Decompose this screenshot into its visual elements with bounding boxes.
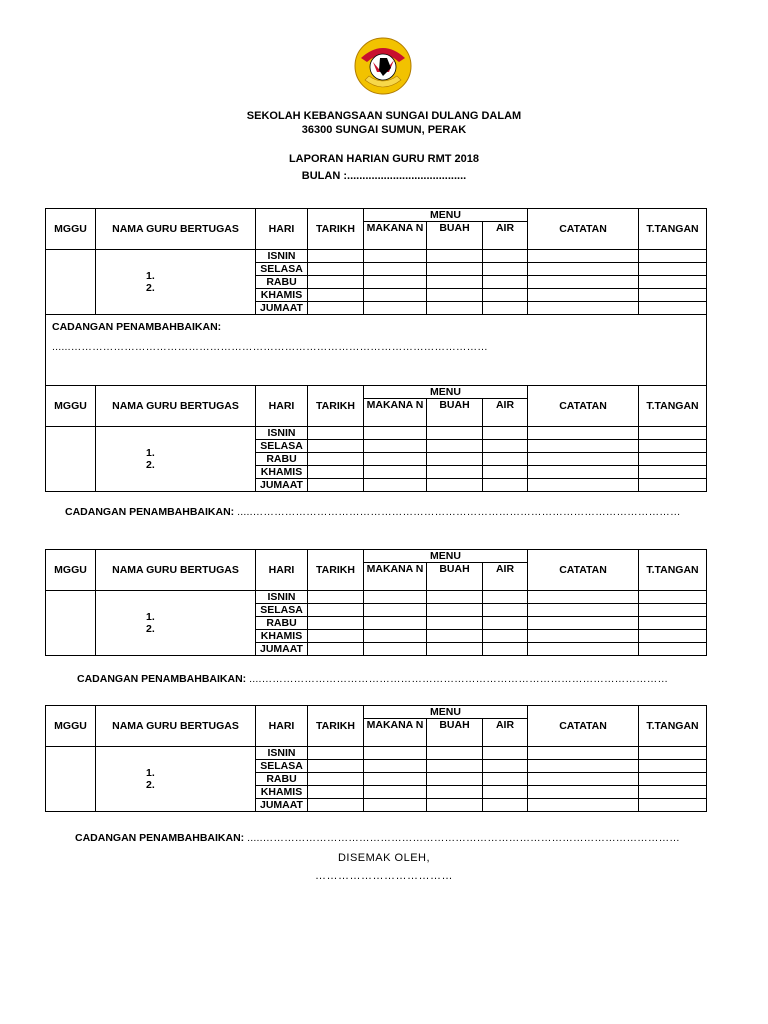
col-tandatangan: T.TANGAN bbox=[639, 386, 707, 427]
col-air: AIR bbox=[483, 399, 528, 427]
col-tandatangan: T.TANGAN bbox=[639, 706, 707, 747]
day-jumaat: JUMAAT bbox=[256, 643, 308, 656]
table-cell[interactable] bbox=[364, 479, 427, 492]
col-buah: BUAH bbox=[427, 563, 483, 591]
signature-line[interactable]: ……………………………… bbox=[315, 870, 453, 882]
weekly-table-1 bbox=[45, 208, 707, 492]
table-cell[interactable] bbox=[639, 263, 707, 276]
table-cell[interactable] bbox=[483, 440, 528, 453]
day-rabu: RABU bbox=[256, 453, 308, 466]
mggu-cell[interactable] bbox=[46, 591, 96, 656]
table-cell[interactable] bbox=[528, 630, 639, 643]
table-cell[interactable] bbox=[483, 799, 528, 812]
table-cell[interactable] bbox=[528, 427, 639, 440]
day-khamis: KHAMIS bbox=[256, 289, 308, 302]
weekly-table-3 bbox=[45, 549, 707, 656]
table-cell[interactable] bbox=[483, 617, 528, 630]
table-cell[interactable] bbox=[639, 760, 707, 773]
table-cell[interactable] bbox=[528, 747, 639, 760]
table-cell[interactable] bbox=[427, 773, 483, 786]
table-cell[interactable] bbox=[308, 263, 364, 276]
table-cell[interactable] bbox=[639, 479, 707, 492]
table-cell[interactable] bbox=[483, 591, 528, 604]
school-crest-logo bbox=[353, 36, 413, 98]
table-cell[interactable] bbox=[427, 479, 483, 492]
teacher-1: 1. bbox=[146, 611, 155, 623]
table-cell[interactable] bbox=[483, 276, 528, 289]
col-air: AIR bbox=[483, 222, 528, 250]
col-makanan: MAKANA N bbox=[364, 563, 427, 591]
col-menu: MENU bbox=[364, 209, 528, 222]
day-isnin: ISNIN bbox=[256, 427, 308, 440]
col-hari: HARI bbox=[256, 209, 308, 250]
table-cell[interactable] bbox=[308, 786, 364, 799]
table-cell[interactable] bbox=[308, 799, 364, 812]
table-cell[interactable] bbox=[308, 453, 364, 466]
table-cell[interactable] bbox=[364, 276, 427, 289]
table-cell[interactable] bbox=[483, 263, 528, 276]
table-cell[interactable] bbox=[427, 786, 483, 799]
cadangan-label: CADANGAN PENAMBAHBAIKAN: bbox=[75, 832, 245, 844]
table-cell[interactable] bbox=[364, 760, 427, 773]
table-cell[interactable] bbox=[639, 643, 707, 656]
table-cell[interactable] bbox=[528, 591, 639, 604]
day-khamis: KHAMIS bbox=[256, 630, 308, 643]
table-cell[interactable] bbox=[639, 747, 707, 760]
table-cell[interactable] bbox=[528, 289, 639, 302]
teacher-list[interactable] bbox=[96, 747, 256, 812]
table-cell[interactable] bbox=[528, 643, 639, 656]
table-cell[interactable] bbox=[528, 799, 639, 812]
table-cell[interactable] bbox=[427, 604, 483, 617]
table-cell[interactable] bbox=[364, 427, 427, 440]
table-cell[interactable] bbox=[308, 276, 364, 289]
table-cell[interactable] bbox=[528, 440, 639, 453]
table-cell[interactable] bbox=[483, 289, 528, 302]
day-khamis: KHAMIS bbox=[256, 786, 308, 799]
table-cell[interactable] bbox=[528, 263, 639, 276]
day-khamis: KHAMIS bbox=[256, 466, 308, 479]
teacher-1: 1. bbox=[146, 767, 155, 779]
table-cell[interactable] bbox=[308, 479, 364, 492]
col-catatan: CATATAN bbox=[528, 550, 639, 591]
teacher-1: 1. bbox=[146, 447, 155, 459]
table-cell[interactable] bbox=[483, 250, 528, 263]
day-isnin: ISNIN bbox=[256, 250, 308, 263]
col-buah: BUAH bbox=[427, 222, 483, 250]
col-tandatangan: T.TANGAN bbox=[639, 209, 707, 250]
col-mggu: MGGU bbox=[46, 386, 96, 427]
table-cell[interactable] bbox=[364, 604, 427, 617]
day-rabu: RABU bbox=[256, 276, 308, 289]
day-selasa: SELASA bbox=[256, 760, 308, 773]
table-cell[interactable] bbox=[639, 440, 707, 453]
table-cell[interactable] bbox=[364, 289, 427, 302]
col-makanan: MAKANA N bbox=[364, 399, 427, 427]
col-mggu: MGGU bbox=[46, 209, 96, 250]
table-cell[interactable] bbox=[639, 250, 707, 263]
checked-by-label: DISEMAK OLEH, bbox=[337, 852, 431, 864]
teacher-2: 2. bbox=[146, 282, 155, 294]
col-mggu: MGGU bbox=[46, 706, 96, 747]
table-cell[interactable] bbox=[427, 302, 483, 315]
table-cell[interactable] bbox=[483, 760, 528, 773]
col-hari: HARI bbox=[256, 706, 308, 747]
table-cell[interactable] bbox=[427, 643, 483, 656]
col-tarikh: TARIKH bbox=[308, 550, 364, 591]
table-cell[interactable] bbox=[427, 440, 483, 453]
teacher-list[interactable] bbox=[96, 427, 256, 492]
table-cell[interactable] bbox=[364, 440, 427, 453]
teacher-2: 2. bbox=[146, 459, 155, 471]
day-isnin: ISNIN bbox=[256, 591, 308, 604]
cadangan-label: CADANGAN PENAMBAHBAIKAN: bbox=[65, 506, 235, 518]
table-cell[interactable] bbox=[483, 466, 528, 479]
col-buah: BUAH bbox=[427, 399, 483, 427]
table-cell[interactable] bbox=[639, 289, 707, 302]
table-cell[interactable] bbox=[308, 440, 364, 453]
table-cell[interactable] bbox=[528, 302, 639, 315]
table-cell[interactable] bbox=[427, 591, 483, 604]
table-cell[interactable] bbox=[639, 466, 707, 479]
table-cell[interactable] bbox=[483, 643, 528, 656]
table-cell[interactable] bbox=[528, 773, 639, 786]
teacher-list[interactable] bbox=[96, 591, 256, 656]
teacher-2: 2. bbox=[146, 779, 155, 791]
col-tarikh: TARIKH bbox=[308, 706, 364, 747]
table-cell[interactable] bbox=[528, 453, 639, 466]
table-cell[interactable] bbox=[639, 773, 707, 786]
cadangan-line-3[interactable] bbox=[77, 673, 668, 685]
table-cell[interactable] bbox=[364, 250, 427, 263]
table-cell[interactable] bbox=[427, 617, 483, 630]
table-cell[interactable] bbox=[639, 427, 707, 440]
table-cell[interactable] bbox=[528, 479, 639, 492]
col-air: AIR bbox=[483, 719, 528, 747]
table-cell[interactable] bbox=[364, 747, 427, 760]
table-cell[interactable] bbox=[364, 773, 427, 786]
col-menu: MENU bbox=[364, 706, 528, 719]
cadangan-dots: ......……………………………………………………………………………………………………… bbox=[52, 341, 489, 353]
table-cell[interactable] bbox=[308, 466, 364, 479]
table-cell[interactable] bbox=[308, 617, 364, 630]
table-cell[interactable] bbox=[308, 760, 364, 773]
table-cell[interactable] bbox=[639, 453, 707, 466]
cadangan-label: CADANGAN PENAMBAHBAIKAN: bbox=[52, 321, 222, 333]
cadangan-box-1[interactable] bbox=[46, 315, 707, 386]
cadangan-dots: ....…………………………………………………………………………………………………… bbox=[249, 673, 669, 685]
table-cell[interactable] bbox=[483, 747, 528, 760]
table-cell[interactable] bbox=[483, 302, 528, 315]
col-hari: HARI bbox=[256, 386, 308, 427]
teacher-2: 2. bbox=[146, 623, 155, 635]
col-nama-guru: NAMA GURU BERTUGAS bbox=[96, 706, 256, 747]
table-cell[interactable] bbox=[364, 263, 427, 276]
table-cell[interactable] bbox=[427, 289, 483, 302]
day-jumaat: JUMAAT bbox=[256, 302, 308, 315]
table-cell[interactable] bbox=[364, 302, 427, 315]
table-cell[interactable] bbox=[639, 591, 707, 604]
cadangan-dots: .....……………………………………………………………………………………………………… bbox=[247, 832, 680, 844]
col-buah: BUAH bbox=[427, 719, 483, 747]
table-cell[interactable] bbox=[308, 773, 364, 786]
table-cell[interactable] bbox=[528, 760, 639, 773]
table-cell[interactable] bbox=[483, 479, 528, 492]
table-cell[interactable] bbox=[427, 453, 483, 466]
mggu-cell[interactable] bbox=[46, 427, 96, 492]
school-name: SEKOLAH KEBANGSAAN SUNGAI DULANG DALAM bbox=[246, 110, 522, 122]
cadangan-line-4[interactable] bbox=[75, 832, 680, 844]
day-selasa: SELASA bbox=[256, 440, 308, 453]
day-selasa: SELASA bbox=[256, 604, 308, 617]
table-cell[interactable] bbox=[483, 773, 528, 786]
col-nama-guru: NAMA GURU BERTUGAS bbox=[96, 386, 256, 427]
table-cell[interactable] bbox=[427, 263, 483, 276]
table-cell[interactable] bbox=[483, 786, 528, 799]
table-cell[interactable] bbox=[427, 799, 483, 812]
day-rabu: RABU bbox=[256, 773, 308, 786]
table-cell[interactable] bbox=[528, 276, 639, 289]
table-cell[interactable] bbox=[483, 630, 528, 643]
table-cell[interactable] bbox=[308, 630, 364, 643]
teacher-1: 1. bbox=[146, 270, 155, 282]
table-cell[interactable] bbox=[639, 276, 707, 289]
table-cell[interactable] bbox=[528, 617, 639, 630]
table-cell[interactable] bbox=[427, 427, 483, 440]
table-cell[interactable] bbox=[364, 466, 427, 479]
table-cell[interactable] bbox=[308, 591, 364, 604]
col-nama-guru: NAMA GURU BERTUGAS bbox=[96, 550, 256, 591]
cadangan-label: CADANGAN PENAMBAHBAIKAN: bbox=[77, 673, 247, 685]
col-makanan: MAKANA N bbox=[364, 719, 427, 747]
col-menu: MENU bbox=[364, 386, 528, 399]
table-cell[interactable] bbox=[483, 427, 528, 440]
col-tarikh: TARIKH bbox=[308, 386, 364, 427]
table-cell[interactable] bbox=[427, 747, 483, 760]
table-cell[interactable] bbox=[639, 604, 707, 617]
table-cell[interactable] bbox=[427, 466, 483, 479]
teacher-list[interactable] bbox=[96, 250, 256, 315]
col-air: AIR bbox=[483, 563, 528, 591]
day-jumaat: JUMAAT bbox=[256, 799, 308, 812]
table-cell[interactable] bbox=[427, 630, 483, 643]
col-mggu: MGGU bbox=[46, 550, 96, 591]
table-cell[interactable] bbox=[308, 289, 364, 302]
table-cell[interactable] bbox=[364, 617, 427, 630]
school-address: 36300 SUNGAI SUMUN, PERAK bbox=[301, 124, 467, 136]
table-cell[interactable] bbox=[427, 250, 483, 263]
table-cell[interactable] bbox=[364, 786, 427, 799]
col-catatan: CATATAN bbox=[528, 706, 639, 747]
col-makanan: MAKANA N bbox=[364, 222, 427, 250]
month-field[interactable]: BULAN :....................................... bbox=[301, 170, 467, 182]
table-cell[interactable] bbox=[308, 747, 364, 760]
table-cell[interactable] bbox=[528, 466, 639, 479]
col-nama-guru: NAMA GURU BERTUGAS bbox=[96, 209, 256, 250]
table-cell[interactable] bbox=[639, 799, 707, 812]
table-cell[interactable] bbox=[364, 453, 427, 466]
table-cell[interactable] bbox=[308, 250, 364, 263]
table-cell[interactable] bbox=[639, 617, 707, 630]
table-cell[interactable] bbox=[528, 604, 639, 617]
table-cell[interactable] bbox=[483, 604, 528, 617]
table-cell[interactable] bbox=[483, 453, 528, 466]
report-title: LAPORAN HARIAN GURU RMT 2018 bbox=[288, 153, 480, 165]
table-cell[interactable] bbox=[528, 786, 639, 799]
col-hari: HARI bbox=[256, 550, 308, 591]
table-cell[interactable] bbox=[364, 799, 427, 812]
day-selasa: SELASA bbox=[256, 263, 308, 276]
mggu-cell[interactable] bbox=[46, 747, 96, 812]
table-cell[interactable] bbox=[639, 630, 707, 643]
table-cell[interactable] bbox=[427, 760, 483, 773]
table-cell[interactable] bbox=[639, 786, 707, 799]
col-tandatangan: T.TANGAN bbox=[639, 550, 707, 591]
table-cell[interactable] bbox=[427, 276, 483, 289]
table-cell[interactable] bbox=[639, 302, 707, 315]
table-cell[interactable] bbox=[528, 250, 639, 263]
col-catatan: CATATAN bbox=[528, 386, 639, 427]
table-cell[interactable] bbox=[308, 604, 364, 617]
table-cell[interactable] bbox=[308, 427, 364, 440]
day-isnin: ISNIN bbox=[256, 747, 308, 760]
day-rabu: RABU bbox=[256, 617, 308, 630]
col-menu: MENU bbox=[364, 550, 528, 563]
table-cell[interactable] bbox=[364, 591, 427, 604]
mggu-cell[interactable] bbox=[46, 250, 96, 315]
cadangan-dots: .....………………………………………………………………………………………………………… bbox=[237, 506, 681, 518]
cadangan-line-2[interactable] bbox=[65, 506, 681, 518]
weekly-table-4 bbox=[45, 705, 707, 812]
table-cell[interactable] bbox=[364, 630, 427, 643]
day-jumaat: JUMAAT bbox=[256, 479, 308, 492]
table-cell[interactable] bbox=[308, 643, 364, 656]
col-tarikh: TARIKH bbox=[308, 209, 364, 250]
col-catatan: CATATAN bbox=[528, 209, 639, 250]
table-cell[interactable] bbox=[364, 643, 427, 656]
table-cell[interactable] bbox=[308, 302, 364, 315]
